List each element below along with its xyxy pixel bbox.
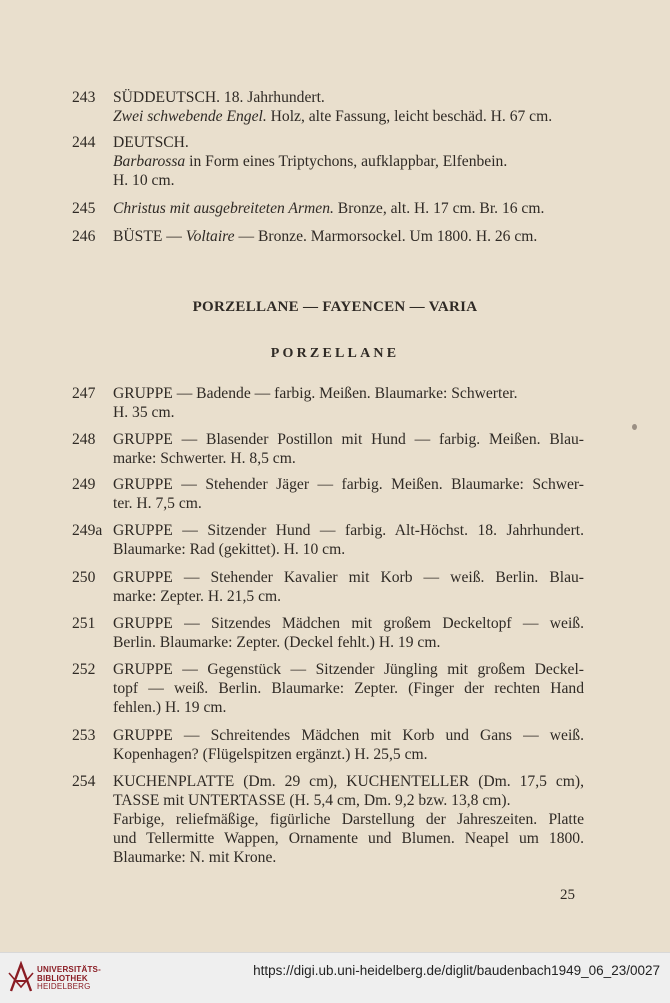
entry-text-run: SÜDDEUTSCH. 18. Jahrhundert. — [113, 89, 325, 106]
catalog-entry-247 — [72, 384, 584, 422]
entry-text — [113, 568, 584, 606]
entry-text-run: GRUPPE — Blasender Postillon mit Hund — farbig. Meißen. Blau- — [113, 431, 584, 448]
entry-line — [113, 430, 584, 449]
catalog-entry-249 — [72, 475, 584, 513]
entry-line — [113, 540, 584, 559]
entry-text-run: H. 35 cm. — [113, 404, 175, 421]
entry-text-run: fehlen.) H. 19 cm. — [113, 699, 227, 716]
entry-text-run: Kopenhagen? (Flügelspitzen ergänzt.) H. 25,5 cm. — [113, 746, 428, 763]
entry-text-run: TASSE mit UNTERTASSE (H. 5,4 cm, Dm. 9,2 bzw. 13,8 cm). — [113, 792, 511, 809]
entry-line — [113, 587, 584, 606]
entry-number: 244 — [72, 134, 96, 151]
entry-line — [113, 171, 584, 190]
catalog-entry-243 — [72, 88, 584, 126]
entry-text-run: Blaumarke: N. mit Krone. — [113, 849, 277, 866]
entry-line — [113, 199, 584, 218]
entry-line — [113, 521, 584, 540]
entry-line — [113, 679, 584, 698]
entry-number: 248 — [72, 431, 96, 448]
entry-number: 243 — [72, 89, 96, 106]
entry-text-run: in Form eines Triptychons, aufklappbar, Elfenbein. — [185, 153, 508, 170]
entry-line — [113, 660, 584, 679]
entry-text — [113, 614, 584, 652]
entry-line — [113, 829, 584, 848]
paper-speck — [632, 424, 637, 430]
catalog-entry-250 — [72, 568, 584, 606]
entry-text-run: GRUPPE — Gegenstück — Sitzender Jüngling mit großem Deckel- — [113, 661, 584, 678]
entry-text-run: GRUPPE — Stehender Kavalier mit Korb — weiß. Berlin. Blau- — [113, 569, 584, 586]
catalog-entry-252 — [72, 660, 584, 717]
entry-text-run: marke: Zepter. H. 21,5 cm. — [113, 588, 282, 605]
entry-number: 247 — [72, 385, 96, 402]
entry-title-italic: Zwei schwebende Engel. — [113, 108, 267, 125]
entry-line — [113, 614, 584, 633]
entry-text — [113, 430, 584, 468]
page-number: 25 — [560, 887, 575, 903]
entry-line — [113, 107, 584, 126]
entry-text-run: GRUPPE — Schreitendes Mädchen mit Korb und Gans — weiß. — [113, 727, 584, 744]
entry-title-italic: Christus mit ausgebreiteten Armen. — [113, 200, 334, 217]
entry-line — [113, 848, 584, 867]
entry-number: 251 — [72, 615, 96, 632]
entry-number: 253 — [72, 727, 96, 744]
entry-line — [113, 403, 584, 422]
entry-text — [113, 227, 584, 246]
library-name-line3: HEIDELBERG — [37, 982, 91, 991]
entry-title-italic: Barbarossa — [113, 153, 186, 170]
entry-text-run: Bronze, alt. H. 17 cm. Br. 16 cm. — [333, 200, 545, 217]
entry-text-run: DEUTSCH. — [113, 134, 189, 151]
catalog-entry-251 — [72, 614, 584, 652]
entry-number: 245 — [72, 200, 96, 217]
entry-text-run: und Tellermitte Wappen, Ornamente und Blumen. Neapel um 1800. — [113, 830, 584, 847]
entry-line — [113, 745, 584, 764]
section-heading: PORZELLANE — FAYENCEN — VARIA — [192, 299, 478, 315]
library-name-line1: UNIVERSITÄTS- — [37, 965, 101, 974]
entry-line — [113, 791, 584, 810]
library-name-line2: BIBLIOTHEK — [37, 973, 88, 983]
entry-text-run: Holz, alte Fassung, leicht beschäd. H. 67 cm. — [266, 108, 553, 125]
entry-text-run: GRUPPE — Sitzendes Mädchen mit großem Deckeltopf — weiß. — [113, 615, 584, 632]
entry-text-run: ter. H. 7,5 cm. — [113, 495, 202, 512]
entry-text — [113, 521, 584, 559]
entry-number: 246 — [72, 228, 96, 245]
entry-text — [113, 133, 584, 190]
entry-text-run: Berlin. Blaumarke: Zepter. (Deckel fehlt.) H. 19 cm. — [113, 634, 441, 651]
entry-text-run: Farbige, reliefmäßige, figürliche Darstellung der Jahreszeiten. Platte — [113, 811, 584, 828]
entry-text — [113, 384, 584, 422]
entry-line — [113, 633, 584, 652]
catalog-entry-253 — [72, 726, 584, 764]
entry-line — [113, 133, 584, 152]
permalink-url[interactable]: https://digi.ub.uni-heidelberg.de/diglit/baudenbach1949_06_23/0027 — [253, 963, 660, 978]
entry-text-run: marke: Schwerter. H. 8,5 cm. — [113, 450, 296, 467]
catalog-entry-244 — [72, 133, 584, 190]
entry-text — [113, 726, 584, 764]
subsection-heading: PORZELLANE — [270, 346, 400, 361]
entry-line — [113, 384, 584, 403]
entry-text-run: topf — weiß. Berlin. Blaumarke: Zepter. (Finger der rechten Hand — [113, 680, 584, 697]
entry-line — [113, 88, 584, 107]
viewer-footer — [0, 952, 670, 1003]
entry-text-run: BÜSTE — — [113, 228, 186, 245]
entry-number: 252 — [72, 661, 96, 678]
entry-text — [113, 475, 584, 513]
entry-line — [113, 772, 584, 791]
entry-text-run: — Bronze. Marmorsockel. Um 1800. H. 26 cm. — [234, 228, 538, 245]
entry-text — [113, 660, 584, 717]
catalog-entry-254 — [72, 772, 584, 867]
entry-title-italic: Voltaire — [185, 228, 235, 245]
entry-text-run: GRUPPE — Sitzender Hund — farbig. Alt-Höchst. 18. Jahrhundert. — [113, 522, 584, 539]
entry-text-run: GRUPPE — Stehender Jäger — farbig. Meißen. Blaumarke: Schwer- — [113, 476, 584, 493]
entry-line — [113, 475, 584, 494]
entry-number: 249a — [72, 522, 103, 539]
catalog-entry-246 — [72, 227, 584, 246]
entry-line — [113, 227, 584, 246]
entry-number: 249 — [72, 476, 96, 493]
entry-text — [113, 772, 584, 867]
library-logo-icon[interactable] — [8, 961, 34, 997]
entry-line — [113, 810, 584, 829]
entry-line — [113, 568, 584, 587]
entry-text-run: GRUPPE — Badende — farbig. Meißen. Blaumarke: Schwerter. — [113, 385, 518, 402]
entry-number: 250 — [72, 569, 96, 586]
entry-line — [113, 152, 584, 171]
entry-line — [113, 449, 584, 468]
entry-line — [113, 698, 584, 717]
entry-number: 254 — [72, 773, 96, 790]
entry-line — [113, 494, 584, 513]
catalog-entry-248 — [72, 430, 584, 468]
entry-line — [113, 726, 584, 745]
entry-text — [113, 199, 584, 218]
entry-text-run: Blaumarke: Rad (gekittet). H. 10 cm. — [113, 541, 346, 558]
entry-text — [113, 88, 584, 126]
library-name[interactable] — [37, 966, 101, 992]
entry-text-run: H. 10 cm. — [113, 172, 175, 189]
entry-text-run: KUCHENPLATTE (Dm. 29 cm), KUCHENTELLER (Dm. 17,5 cm), — [113, 773, 584, 790]
catalog-entry-249a — [72, 521, 584, 559]
catalog-entry-245 — [72, 199, 584, 218]
